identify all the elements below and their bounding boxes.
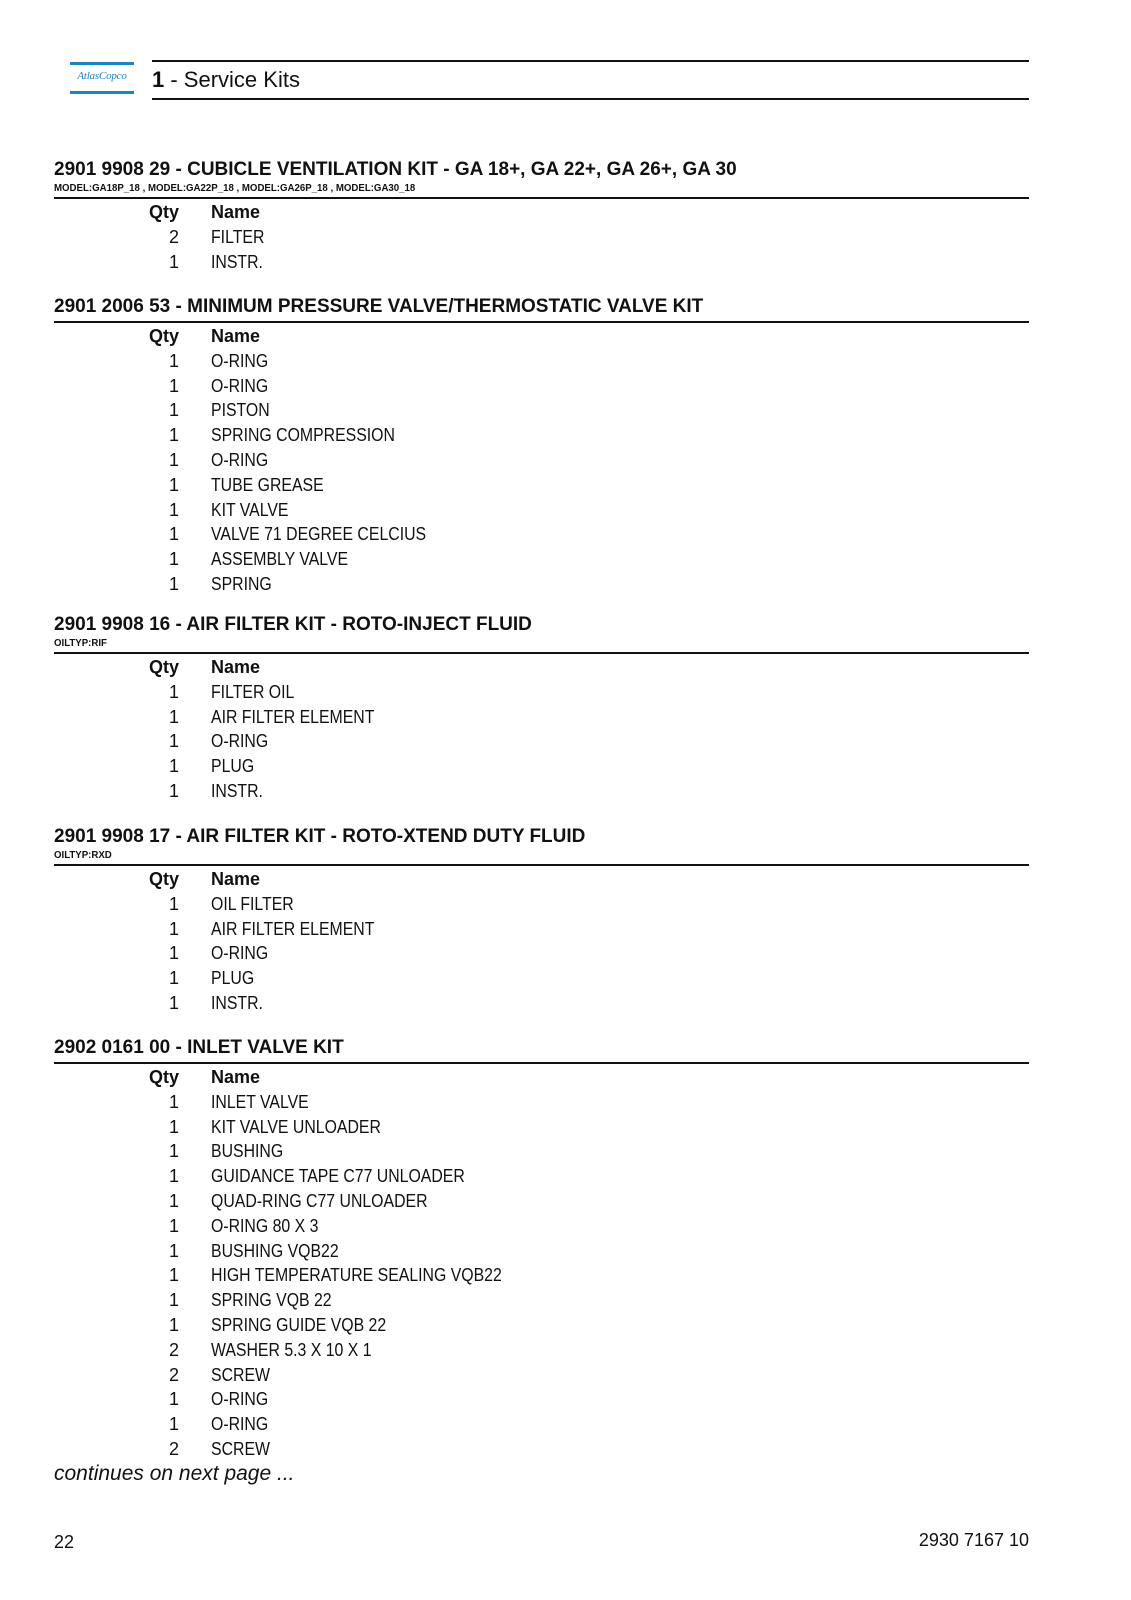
part-name: INLET VALVE (211, 1091, 309, 1112)
name-column-header: Name (211, 869, 261, 889)
part-name: FILTER OIL (211, 681, 295, 702)
part-qty: 1 (168, 1414, 179, 1435)
kit-divider (54, 864, 1029, 866)
part-name: WASHER 5.3 X 10 X 1 (211, 1339, 372, 1360)
part-qty: 1 (168, 1166, 179, 1187)
part-qty: 1 (168, 573, 179, 594)
table-row (54, 522, 1029, 547)
part-qty: 2 (168, 1438, 179, 1459)
table-row (54, 1437, 1029, 1462)
kit-title: 2901 9908 16 - AIR FILTER KIT - ROTO-INJECT FLUID (54, 614, 532, 635)
part-name: INSTR. (211, 780, 263, 801)
kit-parts-table (54, 324, 1029, 597)
table-header-row (54, 1065, 1029, 1090)
name-column-header: Name (211, 202, 261, 222)
table-row (54, 1189, 1029, 1214)
kit-divider (54, 197, 1029, 199)
document-number: 2930 7167 10 (918, 1530, 1029, 1550)
kit-title: 2901 2006 53 - MINIMUM PRESSURE VALVE/THERMOSTATIC VALVE KIT (54, 296, 704, 317)
part-name: VALVE 71 DEGREE CELCIUS (211, 524, 427, 545)
chapter-number: 1 (152, 67, 165, 92)
table-row (54, 1164, 1029, 1189)
part-qty: 1 (168, 425, 179, 446)
part-qty: 1 (168, 780, 179, 801)
part-qty: 1 (168, 1290, 179, 1311)
page-number: 22 (54, 1532, 75, 1552)
part-name: O-RING (211, 449, 269, 470)
table-row (54, 1288, 1029, 1313)
kit-section (54, 295, 1029, 597)
logo-text: AtlasCopco (77, 70, 127, 82)
part-qty: 1 (168, 706, 179, 727)
part-name: SPRING COMPRESSION (211, 425, 395, 446)
part-qty: 1 (168, 474, 179, 495)
kit-title: 2901 9908 29 - CUBICLE VENTILATION KIT - GA 18+, GA 22+, GA 26+, GA 30 (54, 159, 737, 180)
table-row (54, 1214, 1029, 1239)
qty-column-header: Qty (148, 326, 179, 346)
part-qty: 1 (168, 681, 179, 702)
table-row (54, 892, 1029, 917)
table-row (54, 1139, 1029, 1164)
table-row (54, 374, 1029, 399)
part-qty: 1 (168, 1314, 179, 1335)
name-column-header: Name (211, 326, 261, 346)
continues-note: continues on next page ... (54, 1462, 295, 1485)
part-name: SPRING VQB 22 (211, 1290, 332, 1311)
kit-section (54, 1036, 1029, 1462)
table-row (54, 991, 1029, 1016)
part-name: HIGH TEMPERATURE SEALING VQB22 (211, 1265, 502, 1286)
part-name: OIL FILTER (211, 893, 294, 914)
table-row (54, 349, 1029, 374)
table-row (54, 225, 1029, 250)
part-qty: 1 (168, 1240, 179, 1261)
table-row (54, 572, 1029, 597)
part-name: INSTR. (211, 992, 263, 1013)
table-row (54, 917, 1029, 942)
table-row (54, 1239, 1029, 1264)
part-qty: 1 (168, 1190, 179, 1211)
table-row (54, 498, 1029, 523)
part-name: O-RING 80 X 3 (211, 1215, 319, 1236)
part-name: SCREW (211, 1364, 270, 1385)
kit-subtitle: OILTYP:RXD (54, 849, 112, 861)
part-qty: 1 (168, 400, 179, 421)
part-qty: 1 (168, 1116, 179, 1137)
part-name: O-RING (211, 1414, 269, 1435)
table-row (54, 705, 1029, 730)
header-rule-top (152, 60, 1029, 62)
part-qty: 1 (168, 1141, 179, 1162)
chapter-heading (152, 67, 300, 93)
part-name: PLUG (211, 968, 255, 989)
part-name: SPRING GUIDE VQB 22 (211, 1314, 387, 1335)
kit-parts-table (54, 655, 1029, 804)
kit-section (54, 613, 1029, 804)
table-row (54, 966, 1029, 991)
part-qty: 1 (168, 251, 179, 272)
table-row (54, 398, 1029, 423)
qty-column-header: Qty (148, 1067, 179, 1087)
name-column-header: Name (211, 1067, 261, 1087)
part-name: BUSHING VQB22 (211, 1240, 339, 1261)
table-row (54, 473, 1029, 498)
kit-parts-table (54, 200, 1029, 274)
table-header-row (54, 200, 1029, 225)
part-name: ASSEMBLY VALVE (211, 549, 349, 570)
logo-bottom-band (70, 91, 134, 94)
table-row (54, 1387, 1029, 1412)
part-qty: 1 (168, 350, 179, 371)
header-rule-bottom (152, 98, 1029, 100)
table-row (54, 547, 1029, 572)
atlas-copco-logo (70, 62, 134, 94)
part-qty: 2 (168, 1364, 179, 1385)
part-name: PLUG (211, 756, 255, 777)
table-row (54, 680, 1029, 705)
table-row (54, 1412, 1029, 1437)
part-qty: 1 (168, 524, 179, 545)
table-row (54, 448, 1029, 473)
kit-divider (54, 652, 1029, 654)
part-qty: 1 (168, 756, 179, 777)
part-qty: 1 (168, 968, 179, 989)
part-name: O-RING (211, 375, 269, 396)
table-row (54, 1090, 1029, 1115)
part-name: O-RING (211, 350, 269, 371)
part-qty: 1 (168, 1389, 179, 1410)
table-header-row (54, 655, 1029, 680)
part-qty: 1 (168, 375, 179, 396)
kit-divider (54, 321, 1029, 323)
kit-section (54, 825, 1029, 1016)
kit-subtitle: OILTYP:RIF (54, 637, 107, 649)
table-row (54, 1115, 1029, 1140)
part-name: PISTON (211, 400, 270, 421)
table-row (54, 754, 1029, 779)
kit-subtitle: MODEL:GA18P_18 , MODEL:GA22P_18 , MODEL:GA26P_18 , MODEL:GA30_18 (54, 182, 416, 194)
part-qty: 1 (168, 449, 179, 470)
qty-column-header: Qty (148, 657, 179, 677)
part-name: SCREW (211, 1438, 270, 1459)
table-row (54, 1338, 1029, 1363)
part-name: O-RING (211, 1389, 269, 1410)
part-name: GUIDANCE TAPE C77 UNLOADER (211, 1166, 465, 1187)
part-name: QUAD-RING C77 UNLOADER (211, 1190, 428, 1211)
table-header-row (54, 324, 1029, 349)
part-name: SPRING (211, 573, 272, 594)
part-name: O-RING (211, 731, 269, 752)
qty-column-header: Qty (148, 202, 179, 222)
chapter-title: - Service Kits (164, 67, 300, 92)
part-qty: 1 (168, 1091, 179, 1112)
part-qty: 1 (168, 992, 179, 1013)
table-row (54, 423, 1029, 448)
part-name: INSTR. (211, 251, 263, 272)
part-name: TUBE GREASE (211, 474, 324, 495)
name-column-header: Name (211, 657, 261, 677)
part-qty: 2 (168, 1339, 179, 1360)
part-qty: 1 (168, 1215, 179, 1236)
part-qty: 1 (168, 549, 179, 570)
part-name: KIT VALVE UNLOADER (211, 1116, 381, 1137)
table-row (54, 1363, 1029, 1388)
part-qty: 1 (168, 918, 179, 939)
kit-title: 2901 9908 17 - AIR FILTER KIT - ROTO-XTEND DUTY FLUID (54, 826, 586, 847)
part-qty: 1 (168, 943, 179, 964)
kit-parts-table (54, 867, 1029, 1016)
part-qty: 2 (168, 226, 179, 247)
part-qty: 1 (168, 1265, 179, 1286)
part-name: BUSHING (211, 1141, 284, 1162)
part-name: FILTER (211, 226, 265, 247)
kit-title: 2902 0161 00 - INLET VALVE KIT (54, 1037, 344, 1058)
table-row (54, 941, 1029, 966)
part-name: AIR FILTER ELEMENT (211, 918, 375, 939)
table-row (54, 779, 1029, 804)
kit-section (54, 158, 1029, 274)
table-row (54, 1313, 1029, 1338)
part-qty: 1 (168, 499, 179, 520)
table-header-row (54, 867, 1029, 892)
part-qty: 1 (168, 731, 179, 752)
table-row (54, 1263, 1029, 1288)
part-qty: 1 (168, 893, 179, 914)
logo-top-band (70, 62, 134, 65)
part-name: AIR FILTER ELEMENT (211, 706, 375, 727)
table-row (54, 729, 1029, 754)
table-row (54, 250, 1029, 275)
qty-column-header: Qty (148, 869, 179, 889)
kit-divider (54, 1062, 1029, 1064)
kit-parts-table (54, 1065, 1029, 1462)
part-name: KIT VALVE (211, 499, 289, 520)
part-name: O-RING (211, 943, 269, 964)
